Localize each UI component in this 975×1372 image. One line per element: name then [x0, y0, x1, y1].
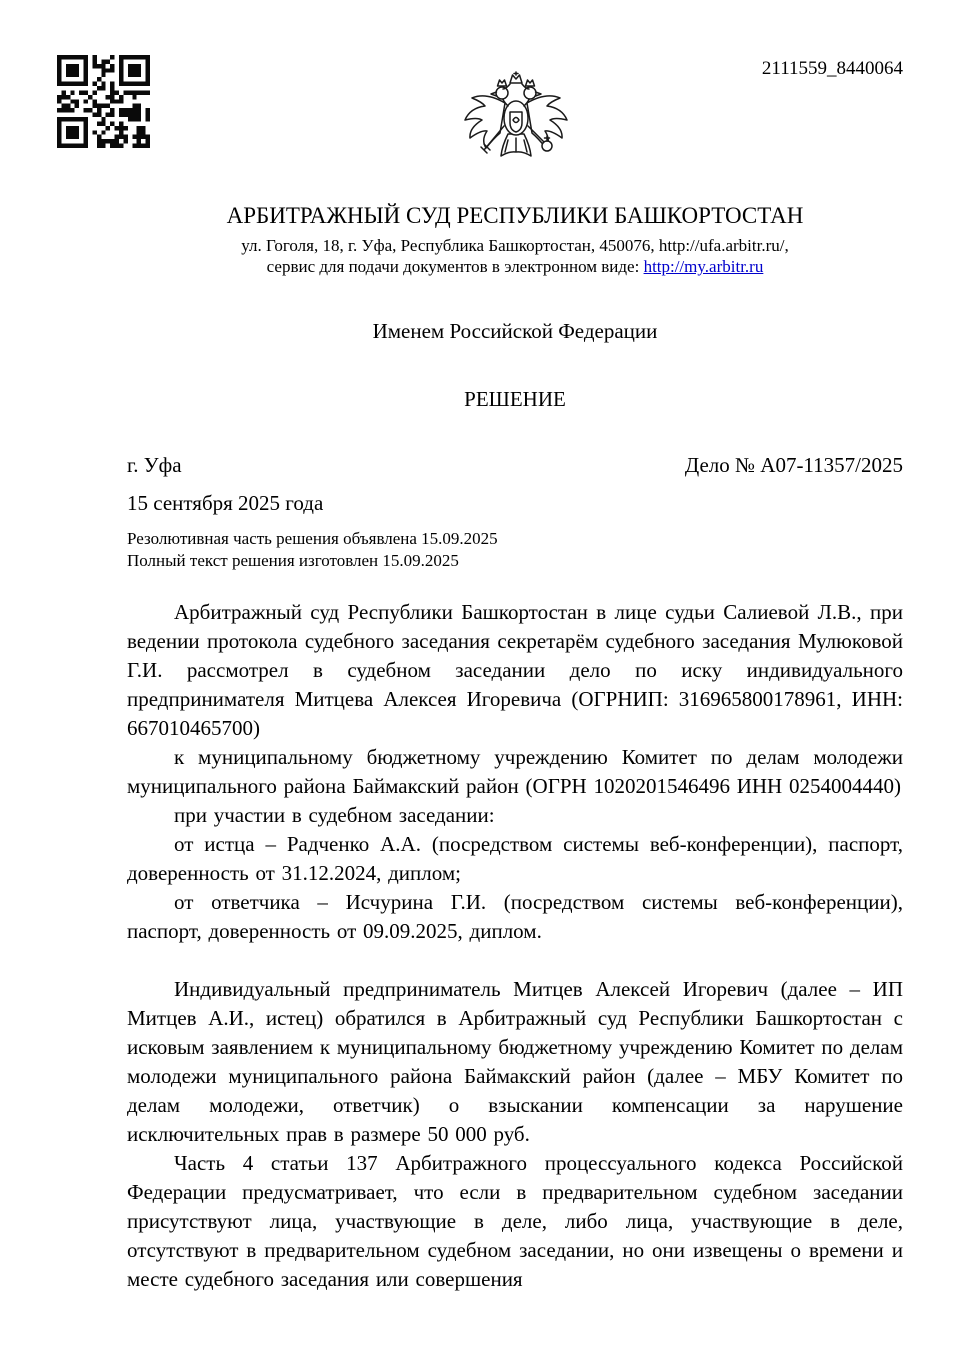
resolutive-part-line: Резолютивная часть решения объявлена 15.09.2025	[127, 529, 498, 548]
paragraph: от ответчика – Исчурина Г.И. (посредством системы веб-конференции), паспорт, доверенность от 09.09.2025, диплом.	[127, 890, 903, 943]
case-number: Дело № А07-11357/2025	[684, 453, 903, 477]
paragraph: от истца – Радченко А.А. (посредством системы веб-конференции), паспорт, доверенность от 31.12.2024, диплом;	[127, 832, 903, 885]
document-content	[127, 0, 903, 1294]
case-row	[127, 453, 903, 477]
city-label: г. Уфа	[127, 453, 182, 477]
service-prefix-text: сервис для подачи документов в электронном виде:	[266, 257, 644, 276]
paragraph: к муниципальному бюджетному учреждению Комитет по делам молодежи муниципального района Баймакский район (ОГРН 1020201546496 ИНН 0254004440)	[127, 745, 903, 798]
decision-title: РЕШЕНИЕ	[464, 387, 566, 411]
announcement-lines	[127, 528, 903, 572]
decision-date: 15 сентября 2025 года	[127, 491, 324, 515]
court-address: ул. Гоголя, 18, г. Уфа, Республика Башкортостан, 450076, http://ufa.arbitr.ru/,	[241, 236, 789, 255]
court-name: АРБИТРАЖНЫЙ СУД РЕСПУБЛИКИ БАШКОРТОСТАН	[226, 203, 804, 228]
paragraph: Индивидуальный предприниматель Митцев Алексей Игоревич (далее – ИП Митцев А.И., истец) обратился в Арбитражный суд Республики Башкортостан с исковым заявлением к муниципальному бюджетному учреждению Комитет по делам молодежи муниципального района Баймакский район (далее – МБУ Комитет по делам молодежи, ответчик) о взыскании компенсации за нарушение исключительных прав в размере 50 000 руб.	[127, 977, 903, 1146]
document-id: 2111559_8440064	[761, 58, 903, 79]
decision-body	[127, 598, 903, 1294]
full-text-line: Полный текст решения изготовлен 15.09.2025	[127, 551, 459, 570]
in-the-name-line: Именем Российской Федерации	[372, 319, 658, 343]
my-arbitr-link[interactable]: http://my.arbitr.ru	[643, 257, 764, 276]
paragraph: Часть 4 статьи 137 Арбитражного процессуального кодекса Российской Федерации предусматривает, что если в предварительном судебном заседании присутствуют лица, участвующие в деле, либо лица, участвующие в деле, отсутствуют в предварительном судебном заседании, но они извещены о времени и месте судебного заседания или совершения	[127, 1151, 903, 1291]
paragraph: Арбитражный суд Республики Башкортостан в лице судьи Салиевой Л.В., при ведении протокола судебного заседания секретарём судебного заседания Мулюковой Г.И. рассмотрел в судебном заседании дело по иску индивидуального предпринимателя Митцева Алексея Игоревича (ОГРНИП: 316965800178961, ИНН: 667010465700)	[127, 600, 903, 740]
court-service-line	[127, 256, 903, 277]
paragraph: при участии в судебном заседании:	[174, 803, 495, 827]
